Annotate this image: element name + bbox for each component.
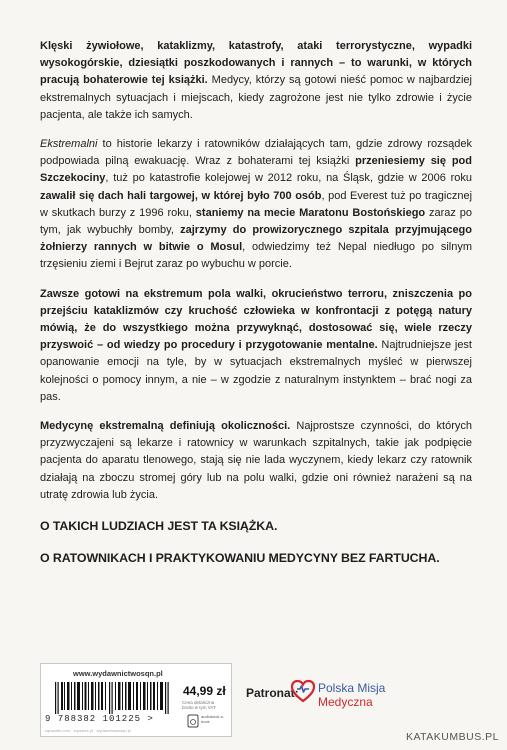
publisher-url: www.wydawnictwosqn.pl <box>73 669 163 678</box>
text-run: , odwiedzimy też Nepal niedługo po silnym trzęsieniu ziemi i Bejrut zaraz po wybuchu w porcie. <box>40 241 473 271</box>
text-run: Medycy, którzy są gotowi nieść pomoc w najbardziej ekstremalnych sytuacjach i miejscach, kiedy zagrożone jest nie tylko zdrowie i życie pacjenta, ale także ich samych. <box>40 74 472 121</box>
watermark: KATAKUMBUS.PL <box>405 731 499 743</box>
price: 44,99 zł <box>183 684 226 698</box>
isbn-number: 9 788382 101225 > <box>45 714 154 724</box>
closing-line-2: O RATOWNIKACH I PRAKTYKOWANIU MEDYCYNY BEZ FARTUCHA. <box>40 551 440 566</box>
text-run: zawalił się dach hali targowej, w której było 700 osób <box>40 189 322 202</box>
pmm-line-1: Polska Misja <box>318 681 386 695</box>
text-run: to historie lekarzy i ratowników działających tam, gdzie zdrowy rozsądek podpowiada pilną ewakuację. Wraz z bohaterami tej książki <box>40 138 472 168</box>
blurb-text <box>40 38 472 580</box>
price-note: Cena detaliczna brutto w tym VAT <box>182 700 216 710</box>
text-run: zaraz po tym, jak wybuchły bomby, <box>40 206 472 237</box>
audiobook-icon <box>187 714 199 728</box>
heart-logo-icon <box>290 678 316 704</box>
pmm-logo-text <box>318 681 385 709</box>
text-run: Klęski żywiołowe, kataklizmy, katastrofy, ataki terrorystyczne, wypadki wysokogórskie, dziesiątki poszkodowanych i rannych – to warunki, w których pracują bohaterowie tej książki. <box>40 40 472 87</box>
text-run: Ekstremalni <box>40 138 98 151</box>
text-run: przeniesiemy się pod Szczekociny <box>40 155 472 185</box>
pmm-line-2: Medyczna <box>318 695 373 709</box>
text-run: Najprostsze czynności, do których przyzwyczajeni są lekarze i ratownicy w warunkach szpitalnych, takie jak podpięcie pacjenta do aparatu tlenowego, stają się nie lada wyczynem, kiedy lekarz czy ratownik działają na zboczu stromej góry lub na polu walki, gdzie oni również narażeni są na utratę zdrowia lub życia. <box>40 420 472 501</box>
barcode-box <box>40 663 232 737</box>
text-run: Zawsze gotowi na ekstremum pola walki, okrucieństwo terroru, zniszczenia po przejściu kataklizmów czy kruchość człowieka w konfrontacji z potęgą natury mówią, że do wszystkiego można przywyknąć, dostosować się, wiele rzeczy przyswoić – od wiedzy po procedury i przygotowanie mentalne. <box>40 287 472 352</box>
text-run: Medycynę ekstremalną definiują okoliczności. <box>40 420 291 433</box>
paragraph-4 <box>40 418 472 504</box>
paragraph-1 <box>40 38 472 124</box>
text-run: staniemy na mecie Maratonu Bostońskiego <box>195 206 426 219</box>
barcode-icon <box>53 682 179 714</box>
audiobook-badge <box>187 714 227 732</box>
text-run: zajrzymy do prowizorycznego szpitala przyjmującego żołnierzy rannych w bitwie o Mosul <box>40 224 472 254</box>
patronat-label: Patronat: <box>246 686 299 700</box>
text-run: Najtrudniejsze jest opanowanie emocji na tyle, by w sytuacjach ekstremalnych myśleć w pierwszej kolejności o pomocy innym, a nie – w zgodzie z naturalnym instynktem – brać nogi za pas. <box>40 339 472 403</box>
closing-tagline <box>40 516 472 568</box>
text-run: , pod Everest tuż po tragicznej w skutkach burzy z 1996 roku, <box>40 189 473 219</box>
text-run: , tuż po katastrofie kolejowej w 2012 roku, na Śląsk, gdzie w 2006 roku <box>105 172 472 185</box>
paragraph-2 <box>40 136 472 274</box>
fine-print: sqnaudio.com · sqnstore.pl · wydawnictwosqn.pl <box>45 728 131 733</box>
closing-line-1: O TAKICH LUDZIACH JEST TA KSIĄŻKA. <box>40 519 278 534</box>
paragraph-3 <box>40 286 472 406</box>
audiobook-label: audiobook e-book <box>201 714 225 724</box>
